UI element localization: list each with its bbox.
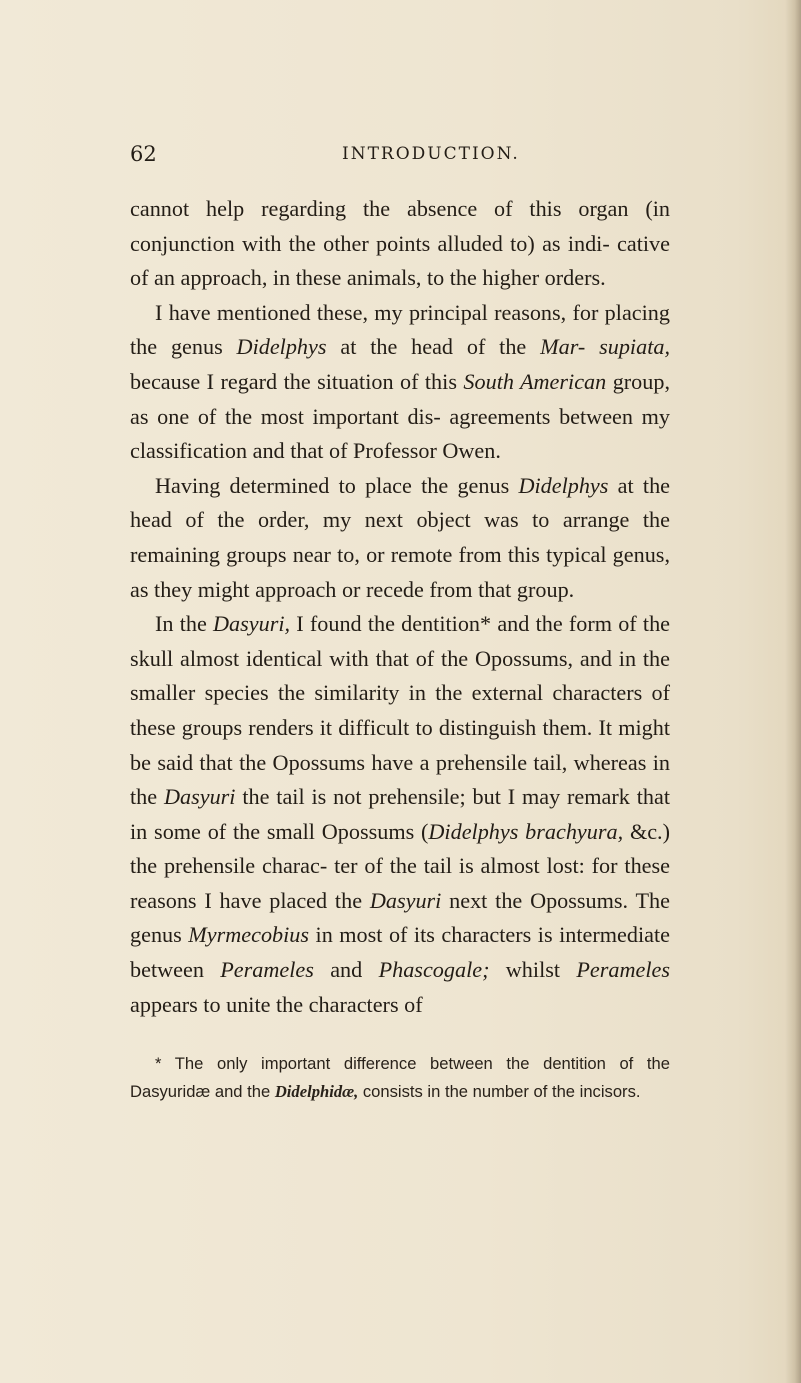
italic-text: Phascogale; <box>378 957 490 983</box>
text-run: &c.) the prehensile charac- ter of the tail is almost lost: for these reasons I have placed the <box>130 818 670 913</box>
italic-text: Dasyuri <box>163 784 236 810</box>
italic-text: Perameles <box>576 957 670 983</box>
footnote-text <box>130 1050 670 1105</box>
text-run: in most of its characters is intermediate between <box>130 922 670 983</box>
paragraph <box>130 607 670 1022</box>
italic-text: Didelphys brachyura, <box>428 818 624 844</box>
page-number: 62 <box>130 142 157 166</box>
text-run: whilst <box>489 957 577 983</box>
text-run: I have mentioned these, my principal reasons, for placing the genus <box>130 299 670 360</box>
italic-text: Didelphidæ, <box>274 1081 359 1101</box>
text-run: In the <box>155 611 214 637</box>
text-run: and <box>313 957 379 983</box>
italic-text: Myrmecobius <box>188 922 310 948</box>
page-edge-shadow <box>785 0 801 1383</box>
running-title: INTRODUCTION. <box>342 144 520 164</box>
italic-text: Didelphys <box>518 472 609 498</box>
italic-text: Mar- supiata, <box>540 334 671 360</box>
text-run: because I regard the situation of this <box>130 368 464 394</box>
text-run: Having determined to place the genus <box>155 472 519 498</box>
body-text <box>130 192 670 1022</box>
text-run: appears to unite the characters of <box>130 991 423 1017</box>
text-run: group, as one of the most important dis- agreements between my classification and that of Professor Owen. <box>130 368 670 464</box>
paragraph <box>130 192 670 296</box>
italic-text: Didelphys <box>236 334 327 360</box>
text-run: consists in the number of the incisors. <box>358 1081 641 1101</box>
text-run: at the head of the order, my next object was to arrange the remaining groups near to, or remote from this typical genus, as they might approach or recede from that group. <box>130 472 671 602</box>
text-run: at the head of the <box>326 334 541 360</box>
paragraph <box>130 296 670 469</box>
text-run: cannot help regarding the absence of this organ (in conjunction with the other points alluded to) as indi- cative of an approach, in these animals, to the higher orders. <box>130 196 670 291</box>
footnote <box>130 1050 670 1105</box>
text-run: * The only important difference between the dentition of the Dasyuridæ and the <box>130 1054 670 1101</box>
text-run: next the Opossums. The genus <box>130 887 670 948</box>
italic-text: Dasyuri, <box>213 611 291 637</box>
italic-text: Perameles <box>220 957 314 983</box>
text-run: the tail is not prehensile; but I may remark that in some of the small Opossums ( <box>130 784 670 844</box>
paragraph <box>130 469 670 607</box>
running-head <box>130 142 670 170</box>
italic-text: Dasyuri <box>369 887 442 913</box>
italic-text: South American <box>463 368 607 394</box>
text-run: I found the dentition* and the form of the skull almost identical with that of the Opossums, and in the smaller species the similarity in the external characters of these groups renders it difficult to distinguish them. It might be said that the Opossums have a prehensile tail, whereas in the <box>130 611 671 810</box>
